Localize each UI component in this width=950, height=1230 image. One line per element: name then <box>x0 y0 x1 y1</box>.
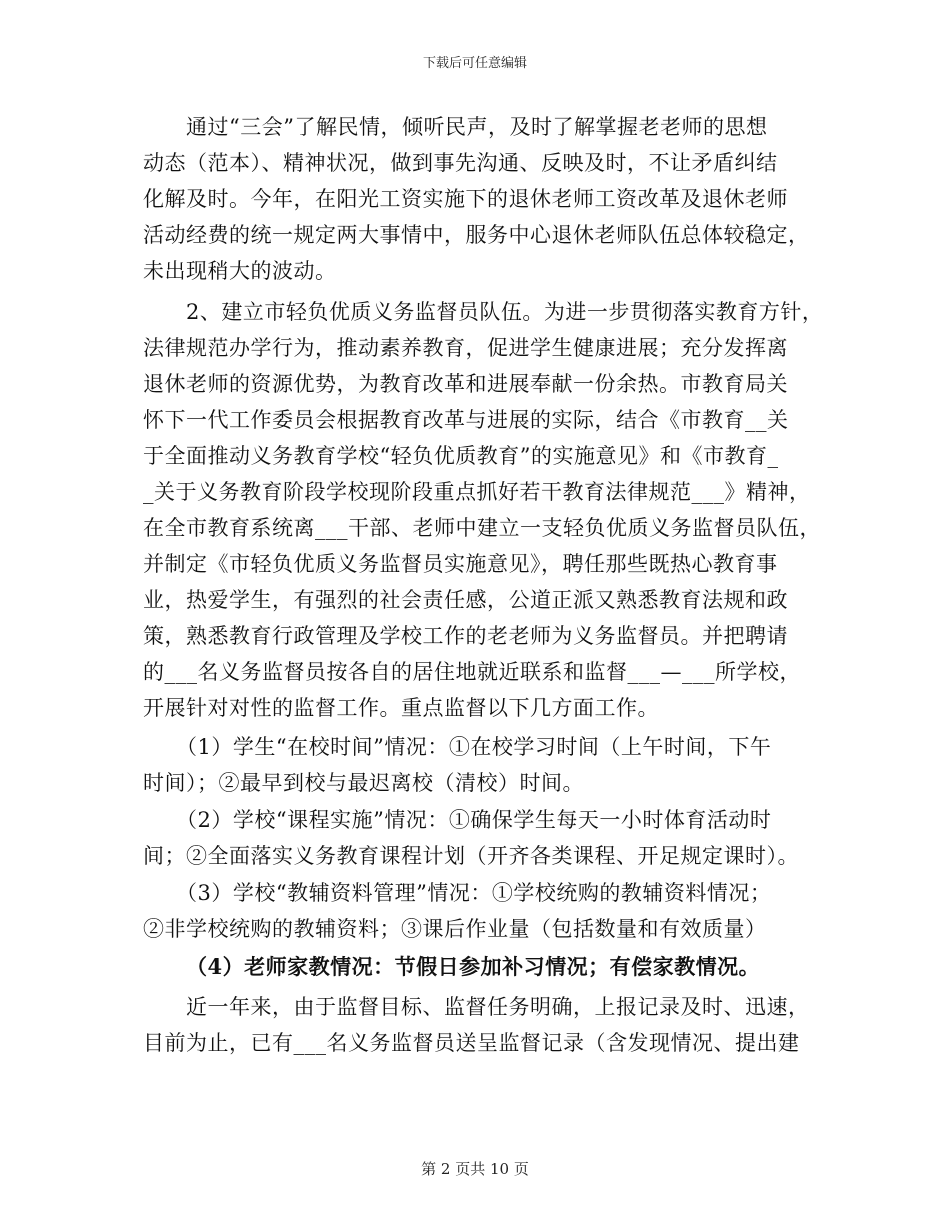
body-line: 近一年来，由于监督目标、监督任务明确，上报记录及时、迅速， <box>186 995 810 1019</box>
body-line: （3）学校“教辅资料管理”情况：①学校统购的教辅资料情况； <box>176 881 772 905</box>
body-line: 活动经费的统一规定两大事情中，服务中心退休老师队伍总体较稳定， <box>143 223 810 247</box>
body-line: 策，熟悉教育行政管理及学校工作的老老师为义务监督员。并把聘请 <box>143 624 788 648</box>
body-line: 2、建立市轻负优质义务监督员队伍。为进一步贯彻落实教育方针， <box>186 300 824 324</box>
body-line: 化解及时。今年，在阳光工资实施下的退休老师工资改革及退休老师 <box>143 187 788 211</box>
body-line: 时间）；②最早到校与最迟离校（清校）时间。 <box>143 771 584 795</box>
body-line: （1）学生“在校时间”情况：①在校学习时间（上午时间，下午 <box>176 735 772 759</box>
body-line: 怀下一代工作委员会根据教育改革与进展的实际，结合《市教育__关 <box>143 408 789 432</box>
body-line: 业，热爱学生，有强烈的社会责任感，公道正派又熟悉教育法规和政 <box>143 588 788 612</box>
body-line: 在全市教育系统离___干部、老师中建立一支轻负优质义务监督员队伍， <box>143 516 821 540</box>
body-line: 未出现稍大的波动。 <box>143 259 337 283</box>
body-line: 退休老师的资源优势，为教育改革和进展奉献一份余热。市教育局关 <box>143 372 788 396</box>
body-line: 于全面推动义务教育学校“轻负优质教育”的实施意见》和《市教育_ <box>143 444 779 468</box>
body-line: 间；②全面落实义务教育课程计划（开齐各类课程、开足规定课时）。 <box>143 844 799 868</box>
body-line: 法律规范办学行为，推动素养教育，促进学生健康进展；充分发挥离 <box>143 336 788 360</box>
body-line: ②非学校统购的教辅资料；③课后作业量（包括数量和有效质量） <box>143 917 767 941</box>
body-line: 开展针对对性的监督工作。重点监督以下几方面工作。 <box>143 696 659 720</box>
body-line: 目前为止，已有___名义务监督员送呈监督记录（含发现情况、提出建 <box>143 1031 800 1055</box>
page-footer: 第 2 页共 10 页 <box>421 1160 529 1178</box>
bold-line: （4）老师家教情况：节假日参加补习情况；有偿家教情况。 <box>186 954 761 979</box>
body-line: 并制定《市轻负优质义务监督员实施意见》，聘任那些既热心教育事 <box>143 552 778 576</box>
body-line: 的___名义务监督员按各自的居住地就近联系和监督___—___所学校， <box>143 660 801 684</box>
body-line: 通过“三会”了解民情，倾听民声，及时了解掌握老老师的思想 <box>186 115 768 139</box>
page-header: 下载后可任意编辑 <box>422 56 527 71</box>
body-line: 动态（范本）、精神状况，做到事先沟通、反映及时，不让矛盾纠结 <box>143 151 778 175</box>
body-line: （2）学校“课程实施”情况：①确保学生每天一小时体育活动时 <box>176 808 772 832</box>
body-line: _关于义务教育阶段学校现阶段重点抓好若干教育法律规范___》精神， <box>143 480 811 504</box>
